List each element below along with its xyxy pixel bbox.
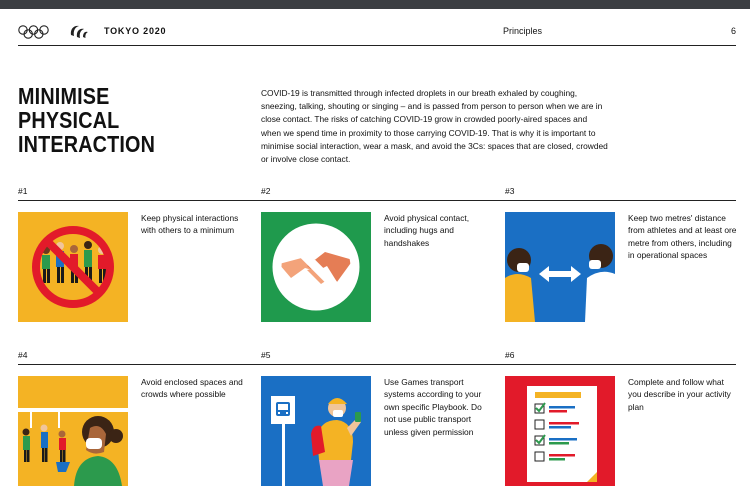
activity-plan-icon — [505, 376, 615, 486]
title-line: INTERACTION — [18, 131, 156, 157]
page-header — [18, 23, 736, 43]
page-title — [18, 84, 190, 156]
olympic-rings-icon — [18, 25, 49, 39]
transport-icon — [261, 376, 371, 486]
principle-text: Avoid enclosed spaces and crowds where possible — [141, 377, 243, 400]
header-divider — [18, 45, 736, 46]
principle-number: #5 — [261, 350, 271, 360]
no-handshake-icon — [261, 212, 371, 322]
card-divider — [505, 200, 736, 201]
distance-icon — [505, 212, 615, 322]
intro-paragraph: COVID-19 is transmitted through infected droplets in our breath exhaled by coughing, sneezing, talking, shouting or singing – and is passed from person to person when we are in close contact. The risks of catching COVID-19 grow in crowded poorly-aired spaces and when we spend time in proximity to those carrying COVID-19. That is why it is important to minimise social interaction, wear a mask, and avoid the 3Cs: spaces that are closed, crowded or involve close contact. — [261, 88, 608, 165]
principle-number: #6 — [505, 350, 515, 360]
principle-text: Keep two metres' distance from athletes and at least ore metre from others, including in operational spaces — [628, 213, 737, 261]
brand-name: TOKYO 2020 — [104, 26, 167, 36]
principle-text: Avoid physical contact, including hugs and handshakes — [384, 213, 470, 248]
principle-text: Complete and follow what you describe in your activity plan — [628, 377, 731, 412]
card-divider — [261, 364, 505, 365]
principle-number: #1 — [18, 186, 28, 196]
window-top-bar — [0, 0, 750, 9]
paralympic-agitos-icon — [68, 24, 90, 39]
card-divider — [18, 200, 261, 201]
principle-text: Use Games transport systems according to your own specific Playbook. Do not use public transport unless given permission — [384, 377, 482, 437]
principle-number: #3 — [505, 186, 515, 196]
enclosed-space-icon — [18, 376, 128, 486]
card-divider — [505, 364, 736, 365]
principle-number: #4 — [18, 350, 28, 360]
title-line: PHYSICAL — [18, 107, 120, 133]
card-divider — [261, 200, 505, 201]
no-crowd-icon — [18, 212, 128, 322]
section-title: Principles — [503, 26, 543, 36]
title-line: MINIMISE — [18, 83, 110, 109]
principle-number: #2 — [261, 186, 271, 196]
card-divider — [18, 364, 261, 365]
page-number: 6 — [730, 26, 736, 36]
principle-text: Keep physical interactions with others to a minimum — [141, 213, 239, 236]
